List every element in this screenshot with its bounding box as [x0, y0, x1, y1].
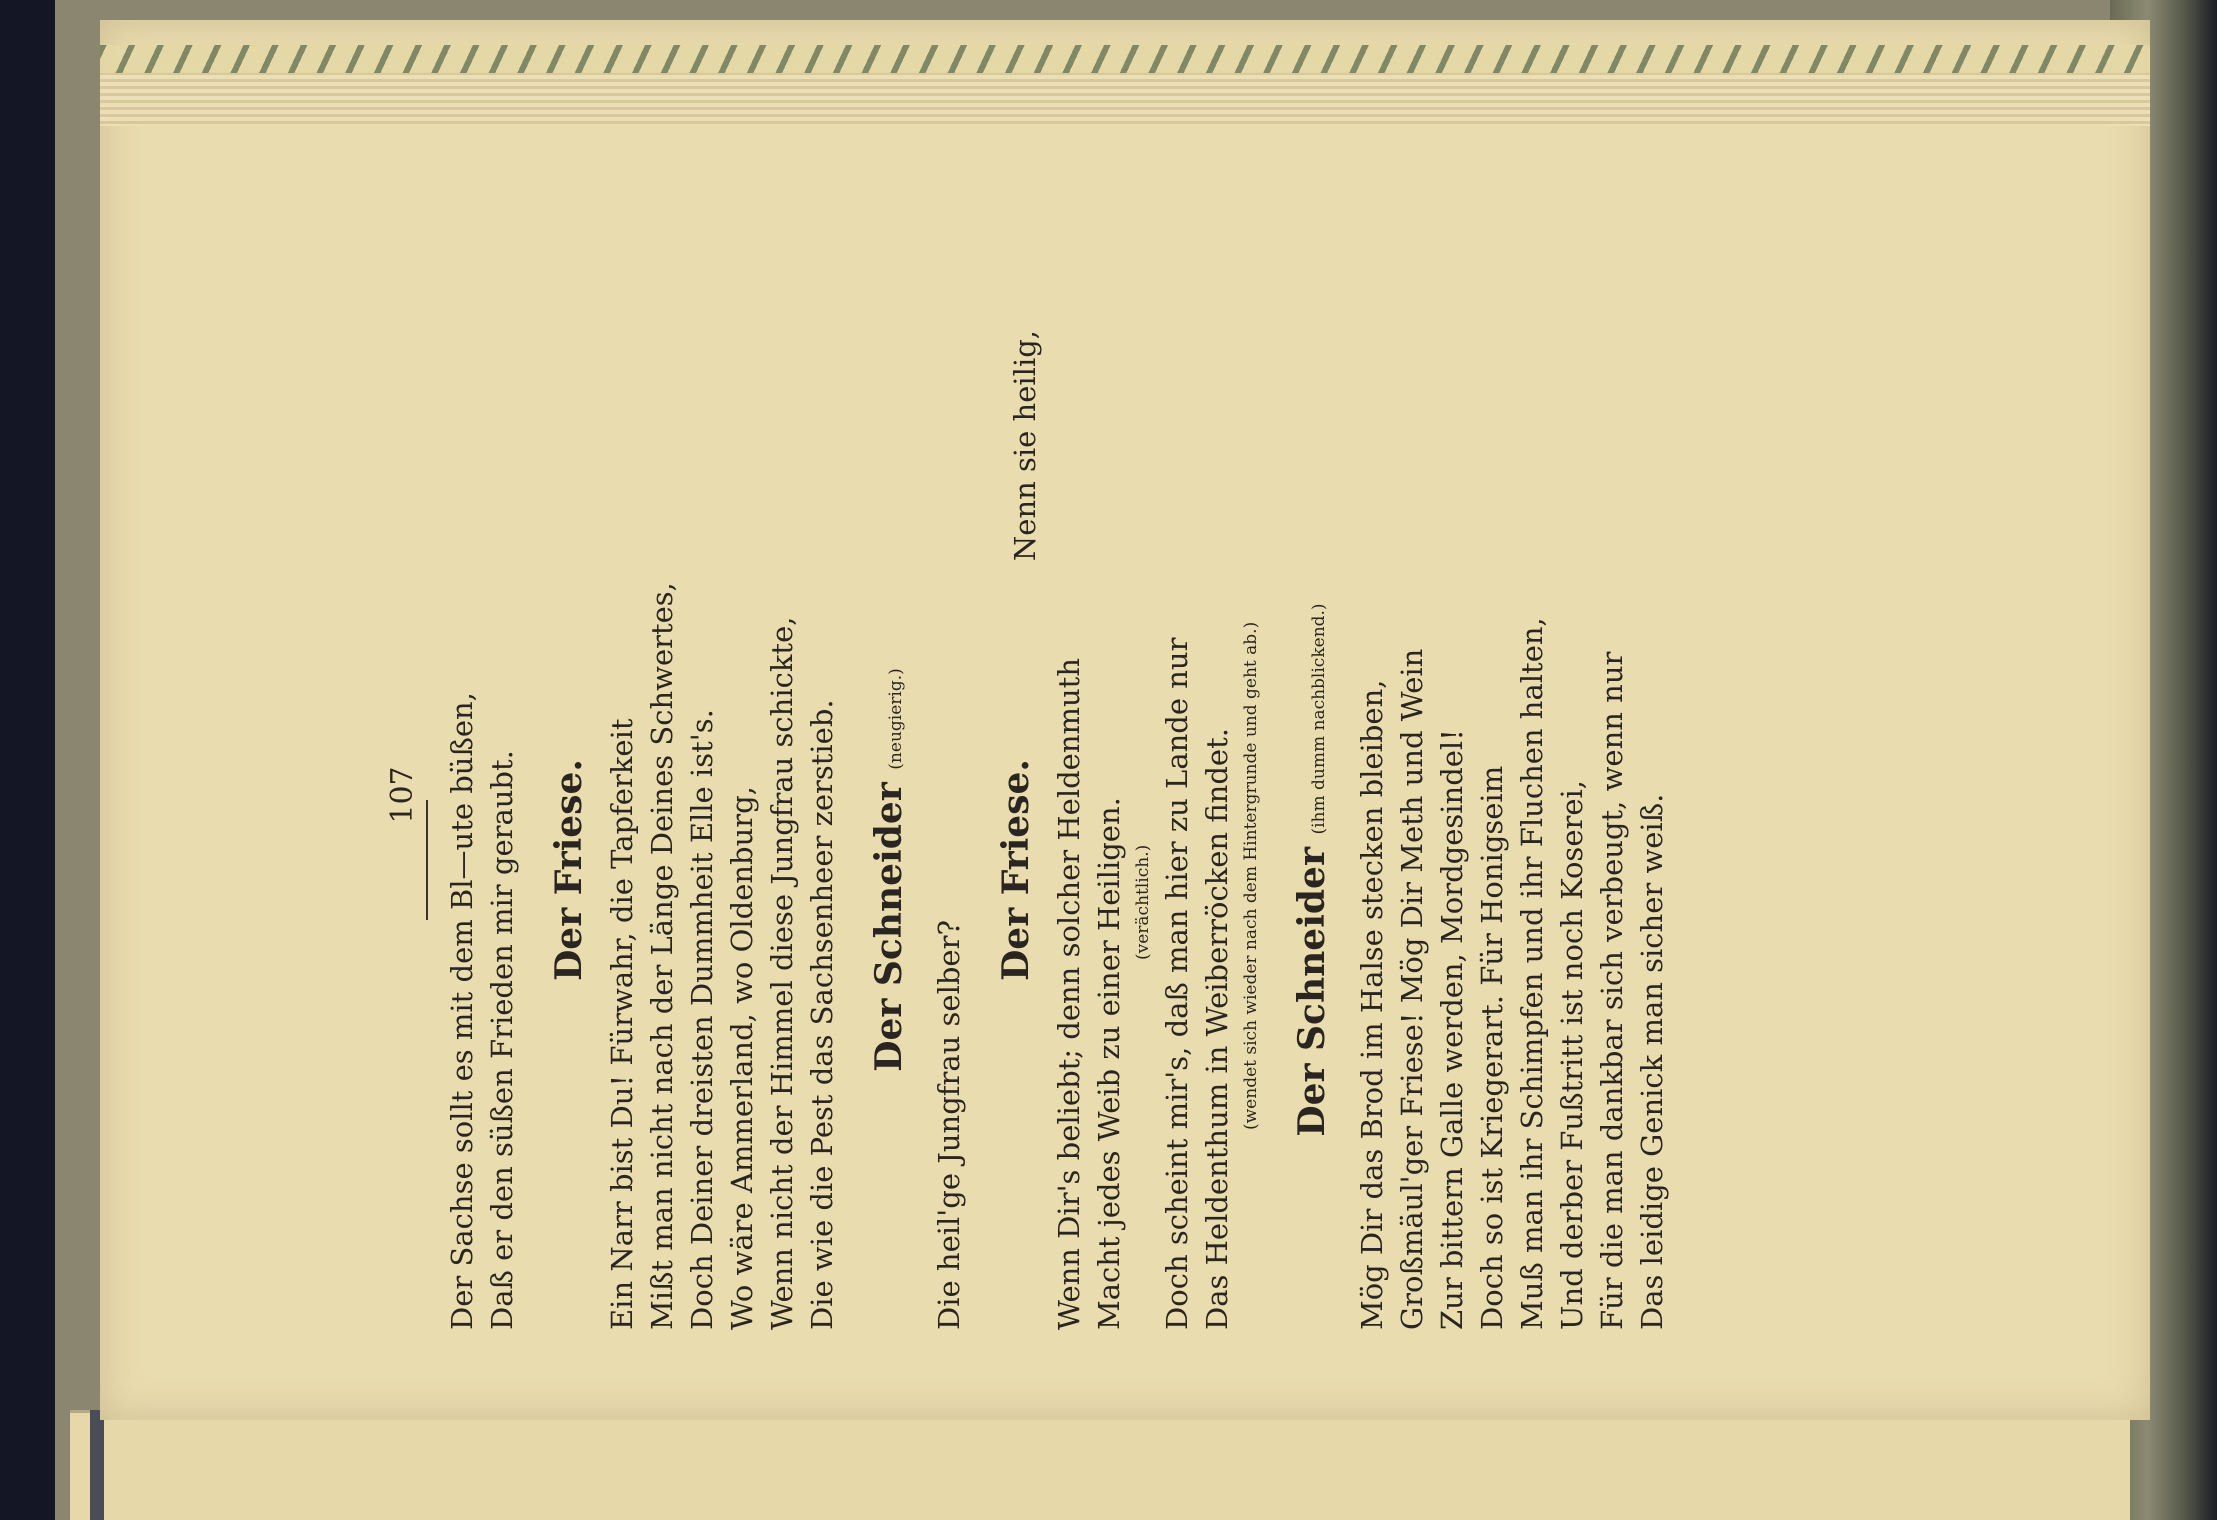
text-line: Mög Dir das Brod im Halse stecken bleiben,	[1355, 679, 1389, 1330]
text-line: Großmäul'ger Friese! Mög Dir Meth und Wein	[1395, 648, 1429, 1330]
text-line: Muß man ihr Schimpfen und ihr Fluchen halten,	[1515, 617, 1549, 1330]
text-line: Die wie die Pest das Sachsenheer zerstieb.	[805, 699, 839, 1330]
text-line: Wenn Dir's beliebt; denn solcher Heldenmuth	[1052, 658, 1086, 1330]
text-line: Doch so ist Kriegerart. Für Honigseim	[1475, 765, 1509, 1330]
stage-direction: (ihm dumm nachblickend.)	[1309, 603, 1329, 835]
stage-direction: (wendet sich wieder nach dem Hintergrunde und geht ab.)	[1241, 621, 1261, 1130]
text-line: Daß er den süßen Frieden mir geraubt.	[485, 750, 519, 1330]
page-text-block	[385, 330, 1672, 1330]
text-line: Zur bittern Galle werden, Mordgesindel!	[1435, 729, 1469, 1330]
text-line: Doch scheint mir's, daß man hier zu Lande nur	[1160, 637, 1194, 1330]
binding-thread	[90, 1410, 104, 1520]
text-line: Der Sachse sollt es mit dem Bl—ute büßen,	[445, 692, 479, 1330]
decorative-border	[100, 45, 2150, 73]
speaker-name-with-direction	[860, 410, 925, 1330]
text-line: Wenn nicht der Himmel diese Jungfrau schickte,	[765, 616, 799, 1330]
text-line: Wo wäre Ammerland, wo Oldenburg,	[725, 786, 759, 1330]
speaker-name: Der Schneider	[1291, 847, 1333, 1137]
text-line: Das leidige Genick man sicher weiß.	[1635, 793, 1669, 1330]
page-edges	[100, 72, 2150, 126]
stage-direction: (verächtlich.)	[1133, 844, 1153, 960]
text-line: Für die man dankbar sich verbeugt, wenn nur	[1595, 651, 1629, 1330]
speaker-name: Der Friese.	[995, 759, 1037, 981]
speaker-name-with-direction	[1283, 410, 1348, 1330]
speaker-name: Der Friese.	[548, 759, 590, 981]
facing-page-edge	[70, 1410, 2130, 1520]
text-line: Nenn sie heilig,	[1008, 330, 1042, 562]
text-line: Doch Deiner dreisten Dummheit Elle ist's.	[685, 709, 719, 1330]
stage-direction: (neugierig.)	[886, 668, 906, 770]
text-line: Das Heldenthum in Weiberröcken findet.	[1200, 728, 1234, 1330]
text-line: Und derber Fußtritt ist noch Koserei,	[1555, 780, 1589, 1330]
text-line: Ein Narr bist Du! Fürwahr, die Tapferkeit	[605, 718, 639, 1330]
text-line: Macht jedes Weib zu einer Heiligen.	[1092, 797, 1126, 1330]
page-number-rule	[426, 800, 428, 920]
text-line: Mißt man nicht nach der Länge Deines Schwertes,	[645, 582, 679, 1330]
text-line: Die heil'ge Jungfrau selber?	[932, 920, 966, 1330]
speaker-name: Der Schneider	[868, 782, 910, 1072]
page-number: 107	[385, 766, 420, 824]
